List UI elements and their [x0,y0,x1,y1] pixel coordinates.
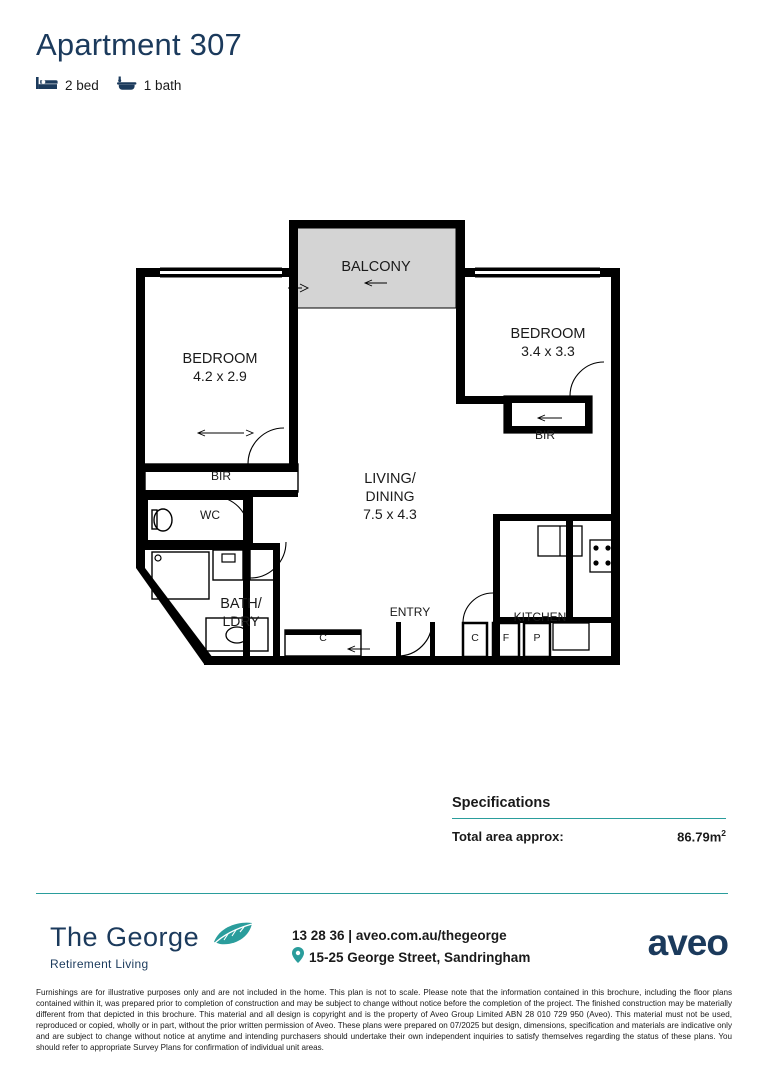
room-label-kitchen: KITCHEN [513,610,567,624]
contact-address: 15-25 George Street, Sandringham [309,949,531,965]
total-area-value [677,828,726,844]
contact-block [292,926,530,970]
bed-icon [36,76,58,94]
page-header [36,28,726,94]
room-label-balcony: BALCONY [341,259,411,275]
total-area-unit: 2 [721,828,726,838]
bath-ldry-line1: BATH/ [220,596,262,612]
feature-bed [36,76,99,94]
room-label-entry: ENTRY [389,605,431,619]
floorplan-diagram [0,180,764,740]
room-label-living-dining [320,470,460,523]
footer-divider [36,893,728,894]
room-label-bedroom-main [145,350,295,386]
living-dining-name-line1: LIVING/ [364,471,416,487]
disclaimer-text: Furnishings are for illustrative purposes only and are not included in the home. This plan is not to scale. Please note that the information contained in this brochure, including the floor plans contained within it, was prepared prior to completion of construction and may be subject to change without notice before the completion of the project. The finished construction may be materially different from that depicted in this brochure. This material and all design is copyright and is the property of Aveo Group Limited ABN 28 010 729 950 (Aveo). This material must not be used, reproduced or copied, wholly or in part, without the prior written permission of Aveo. These plans were prepared on 07/2025 but design, dimensions, specification and materials are indicative only and are subject to change without notice at anytime and intending purchasers should undertake their own independent inquiries to satisfy themselves regarding the status of these plans. You should refer to appropriate Survey Plans for confirmation of individual unit areas. [36,988,732,1052]
bedroom-main-dimensions: 4.2 x 2.9 [193,368,247,385]
living-dining-name-line2: DINING [365,488,415,505]
total-area-label: Total area approx: [452,829,564,845]
contact-phone-web[interactable]: 13 28 36 | aveo.com.au/thegeorge [292,928,507,943]
footer [36,912,728,984]
bedroom-second-name: BEDROOM [510,326,586,342]
specifications-section [452,795,726,844]
living-dining-dimensions: 7.5 x 4.3 [363,505,417,522]
feature-bed-label: 2 bed [65,77,99,93]
feature-bath-label: 1 bath [143,77,182,93]
room-label-bath-ldry [196,595,286,631]
specifications-title: Specifications [452,795,551,811]
room-label-cupboard-right: C [471,632,479,644]
room-label-bir-right: BIR [534,428,555,442]
bedroom-second-dimensions: 3.4 x 3.3 [521,343,575,360]
specifications-row-total-area [452,819,726,844]
room-label-bedroom-second [468,325,628,361]
room-label-wc: WC [200,508,220,522]
page-title: Apartment 307 [36,27,242,62]
property-features [36,76,726,94]
room-label-pantry: P [533,632,541,644]
room-label-cupboard-left: C [319,632,327,644]
total-area-number: 86.79m [677,829,722,845]
brand-tagline: Retirement Living [50,957,149,971]
aveo-logo: aveo [647,922,728,963]
location-pin-icon [292,947,304,970]
room-label-bir-left: BIR [210,469,231,483]
brand-name: The George [50,922,200,952]
leaf-icon [210,920,256,955]
feature-bath [117,76,182,94]
bath-ldry-line2: LDRY [222,613,260,630]
bath-icon [117,76,137,94]
contact-address-row [292,947,530,970]
bedroom-main-name: BEDROOM [182,351,258,367]
brand-block [50,924,199,971]
room-label-fridge: F [502,632,510,644]
